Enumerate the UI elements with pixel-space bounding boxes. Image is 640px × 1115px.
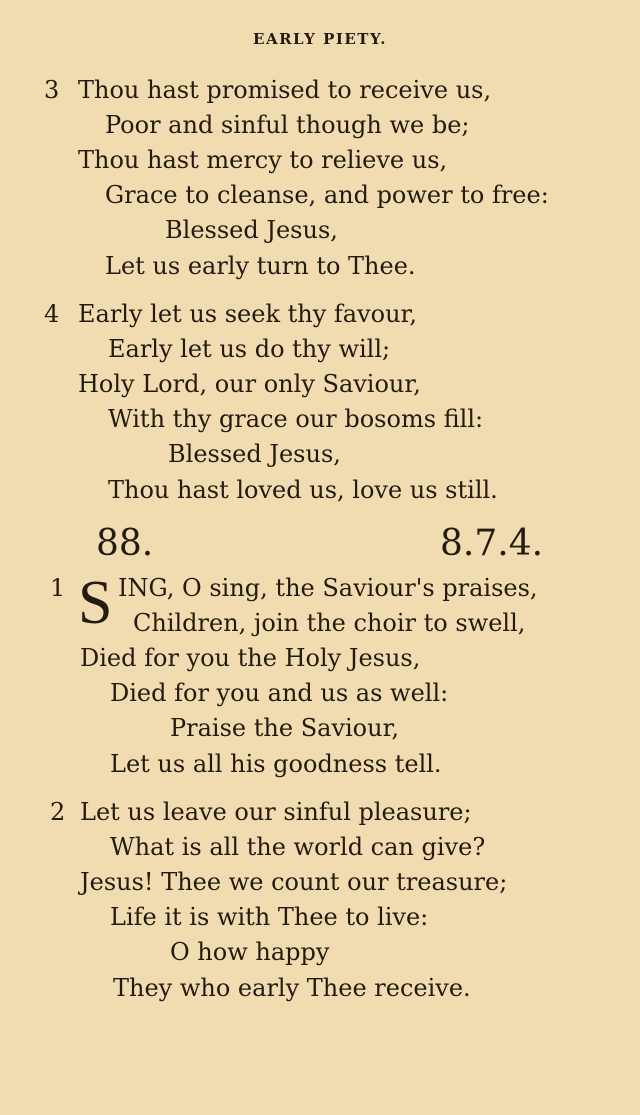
- verse-line: Died for you and us as well:: [110, 679, 449, 707]
- verse-line: With thy grace our bosoms fill:: [108, 405, 484, 433]
- verse-refrain: O how happy: [170, 938, 330, 966]
- verse-line: Grace to cleanse, and power to free:: [105, 181, 549, 209]
- verse-line: Early let us seek thy favour,: [78, 300, 418, 328]
- verse-refrain: Blessed Jesus,: [165, 216, 338, 244]
- verse-number: 3: [44, 76, 60, 104]
- verse-line: Jesus! Thee we count our treasure;: [80, 868, 508, 896]
- verse-line: ING, O sing, the Saviour's praises,: [118, 574, 538, 602]
- verse-line: What is all the world can give?: [110, 833, 486, 861]
- verse-line: Thou hast promised to receive us,: [78, 76, 492, 104]
- verse-refrain: Blessed Jesus,: [168, 440, 341, 468]
- verse-line: Early let us do thy will;: [108, 335, 391, 363]
- hymn-meter: 8.7.4.: [440, 523, 544, 564]
- verse-refrain: Praise the Saviour,: [170, 714, 400, 742]
- running-header: EARLY PIETY.: [253, 30, 387, 48]
- verse-line: Holy Lord, our only Saviour,: [78, 370, 421, 398]
- verse-line: They who early Thee receive.: [113, 974, 471, 1002]
- verse-number: 2: [50, 798, 66, 826]
- verse-line: Let us early turn to Thee.: [105, 252, 416, 280]
- verse-line: Poor and sinful though we be;: [105, 111, 470, 139]
- verse-line: Thou hast mercy to relieve us,: [78, 146, 448, 174]
- hymn-number: 88.: [96, 523, 154, 564]
- verse-line: Let us all his goodness tell.: [110, 750, 442, 778]
- verse-line: Life it is with Thee to live:: [110, 903, 429, 931]
- verse-line: Children, join the choir to swell,: [133, 609, 526, 637]
- verse-line: Let us leave our sinful pleasure;: [80, 798, 472, 826]
- drop-cap: S: [78, 569, 113, 637]
- verse-line: Thou hast loved us, love us still.: [108, 476, 498, 504]
- verse-line: Died for you the Holy Jesus,: [80, 644, 421, 672]
- verse-number: 1: [50, 574, 66, 602]
- verse-number: 4: [44, 300, 60, 328]
